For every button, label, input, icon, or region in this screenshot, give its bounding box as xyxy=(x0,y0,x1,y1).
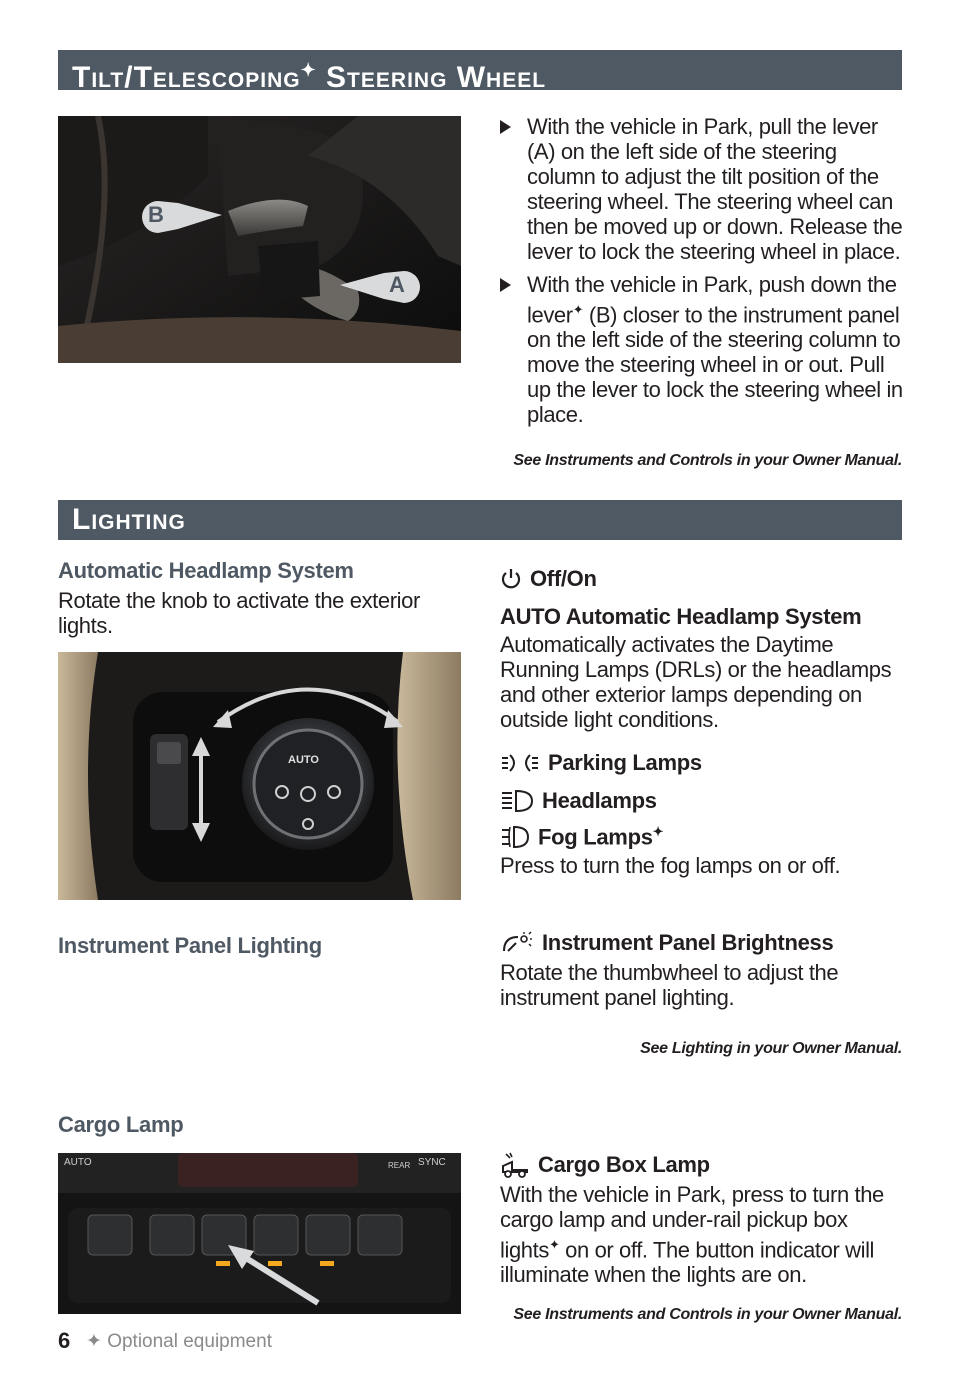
panel-rear-label: REAR xyxy=(388,1161,411,1170)
page-number: 6 xyxy=(58,1328,71,1353)
ip-brightness-text: Rotate the thumbwheel to adjust the instrument panel lighting. xyxy=(500,960,839,1010)
cargo-box-lamp-text: With the vehicle in Park, press to turn the cargo lamp and under-rail pickup box lights✦ on or off. The button indicator will illuminate when the lights are on. xyxy=(500,1182,884,1288)
callout-a-pointer xyxy=(340,271,420,303)
headlamps-icon xyxy=(500,789,534,813)
fog-lamps-text: Press to turn the fog lamps on or off. xyxy=(500,853,841,878)
ip-lighting-heading: Instrument Panel Lighting xyxy=(58,933,322,958)
headlamps-item xyxy=(500,788,657,814)
parking-lamps-label: Parking Lamps xyxy=(548,750,702,775)
headlamp-knob-photo xyxy=(58,652,461,900)
headlamps-label: Headlamps xyxy=(542,788,657,813)
cargo-box-lamp-item xyxy=(500,1152,710,1178)
fog-lamps-item xyxy=(500,824,663,850)
steering-column-photo xyxy=(58,116,461,363)
off-on-item xyxy=(500,566,597,592)
cargo-lamp-heading: Cargo Lamp xyxy=(58,1112,184,1137)
power-icon xyxy=(500,567,522,591)
knob-auto-label: AUTO xyxy=(288,754,319,766)
ip-brightness-label: Instrument Panel Brightness xyxy=(542,930,834,955)
fog-lamps-label: Fog Lamps✦ xyxy=(538,824,664,850)
optional-equipment-note: ✦ Optional equipment xyxy=(86,1331,272,1352)
panel-auto-label: AUTO xyxy=(64,1157,92,1168)
callout-a-label: A xyxy=(389,272,405,297)
tilt-reference: See Instruments and Controls in your Owner Manual. xyxy=(513,452,902,469)
fog-lamps-icon xyxy=(500,825,530,849)
auto-system-heading: AUTO Automatic Headlamp System xyxy=(500,604,862,629)
ip-brightness-icon xyxy=(500,931,534,955)
tilt-section-title: Tilt/Telescoping✦ Steering Wheel xyxy=(58,50,902,90)
auto-headlamp-heading: Automatic Headlamp System xyxy=(58,558,354,583)
callout-b-label: B xyxy=(148,202,164,227)
parking-lamps-item xyxy=(500,750,702,776)
cargo-box-lamp-icon xyxy=(500,1152,530,1178)
panel-sync-label: SYNC xyxy=(418,1157,446,1168)
bullet-marker xyxy=(500,120,511,134)
bullet-marker xyxy=(500,278,511,292)
ip-brightness-item xyxy=(500,930,833,956)
off-on-label: Off/On xyxy=(530,566,597,591)
lighting-reference: See Lighting in your Owner Manual. xyxy=(640,1040,902,1057)
tilt-bullet-1-text: With the vehicle in Park, pull the lever (A) on the left side of the steering column to adjust the tilt position of the steering wheel. The steering wheel can then be moved up or down. Release the lever to lock the steering wheel in place. xyxy=(527,114,903,264)
tilt-bullet-2-text: With the vehicle in Park, push down the lever✦ (B) closer to the instrument panel on the left side of the steering column to move the steering wheel in or out. Pull up the lever to lock the steering wheel in place. xyxy=(527,272,903,428)
auto-headlamp-text: Rotate the knob to activate the exterior lights. xyxy=(58,588,420,638)
parking-lamps-icon xyxy=(500,752,540,774)
lighting-section-title: Lighting xyxy=(58,500,902,540)
auto-system-text: Automatically activates the Daytime Running Lamps (DRLs) or the headlamps and other exterior lamps depending on outside light conditions. xyxy=(500,632,892,732)
cargo-box-lamp-label: Cargo Box Lamp xyxy=(538,1152,710,1177)
cargo-switch-panel-photo xyxy=(58,1153,461,1314)
cargo-reference: See Instruments and Controls in your Owner Manual. xyxy=(513,1306,902,1323)
